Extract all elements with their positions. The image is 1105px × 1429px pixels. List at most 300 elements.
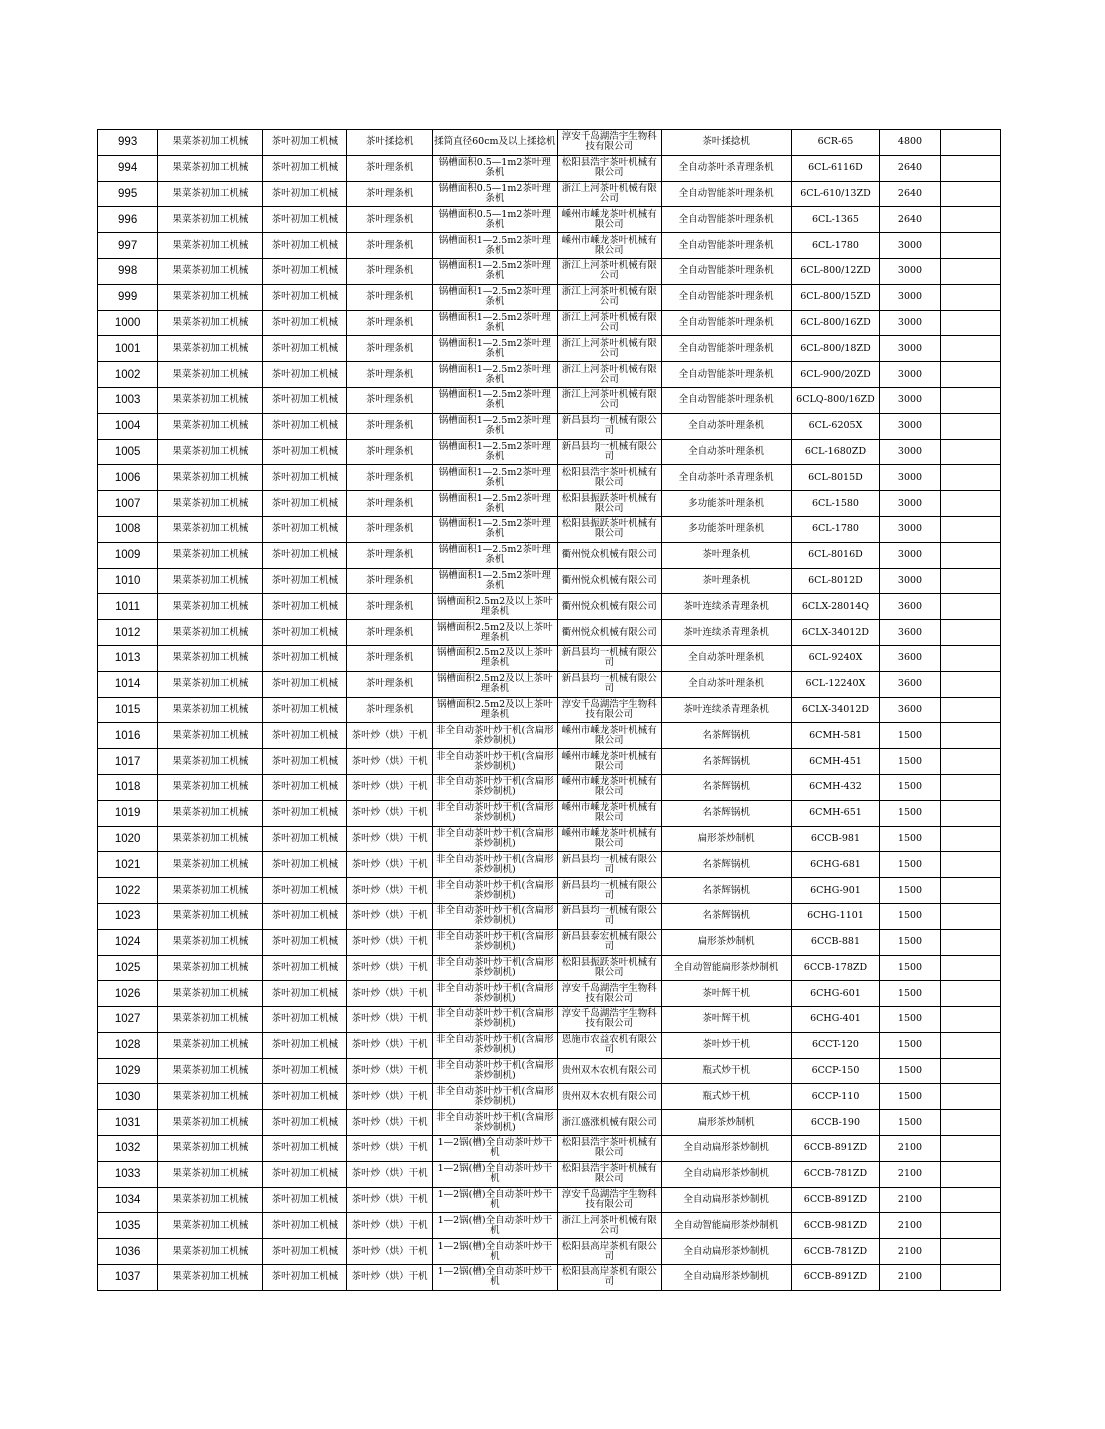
table-row — [98, 1213, 1001, 1239]
table-row — [98, 155, 1001, 181]
item-cell: 茶叶炒（烘）干机 — [347, 903, 433, 929]
remark-cell — [940, 1239, 1000, 1265]
table-row — [98, 852, 1001, 878]
table-row — [98, 800, 1001, 826]
table-row — [98, 981, 1001, 1007]
manufacturer-cell: 衢州悦众机械有限公司 — [557, 568, 661, 594]
item-cell: 茶叶理条机 — [347, 233, 433, 259]
model-cell: 6CL-6116D — [791, 155, 880, 181]
remark-cell — [940, 1161, 1000, 1187]
product-name-cell: 全自动智能茶叶理条机 — [661, 387, 791, 413]
model-cell: 6CHG-1101 — [791, 903, 880, 929]
row-number-cell: 1036 — [98, 1239, 158, 1265]
table-row — [98, 620, 1001, 646]
category-cell: 果菜茶初加工机械 — [158, 1187, 263, 1213]
manufacturer-cell: 浙江上河茶叶机械有限公司 — [557, 181, 661, 207]
category-cell: 果菜茶初加工机械 — [158, 1136, 263, 1162]
grade-cell: 非全自动茶叶炒干机(含扁形茶炒制机) — [433, 800, 558, 826]
manufacturer-cell: 淳安千岛湖浩宇生物科技有限公司 — [557, 130, 661, 156]
subcategory-cell: 茶叶初加工机械 — [263, 955, 347, 981]
subsidy-amount-cell: 3000 — [880, 310, 940, 336]
item-cell: 茶叶炒（烘）干机 — [347, 826, 433, 852]
model-cell: 6CHG-601 — [791, 981, 880, 1007]
table-row — [98, 1007, 1001, 1033]
remark-cell — [940, 336, 1000, 362]
subsidy-amount-cell: 4800 — [880, 130, 940, 156]
subsidy-amount-cell: 2640 — [880, 155, 940, 181]
subcategory-cell: 茶叶初加工机械 — [263, 671, 347, 697]
grade-cell: 锅槽面积1—2.5m2茶叶理条机 — [433, 310, 558, 336]
model-cell: 6CL-6205X — [791, 413, 880, 439]
subsidy-amount-cell: 1500 — [880, 1007, 940, 1033]
remark-cell — [940, 1007, 1000, 1033]
item-cell: 茶叶理条机 — [347, 594, 433, 620]
subsidy-amount-cell: 3600 — [880, 620, 940, 646]
grade-cell: 锅槽面积1—2.5m2茶叶理条机 — [433, 542, 558, 568]
category-cell: 果菜茶初加工机械 — [158, 465, 263, 491]
category-cell: 果菜茶初加工机械 — [158, 362, 263, 388]
category-cell: 果菜茶初加工机械 — [158, 155, 263, 181]
model-cell: 6CCB-178ZD — [791, 955, 880, 981]
grade-cell: 非全自动茶叶炒干机(含扁形茶炒制机) — [433, 723, 558, 749]
category-cell: 果菜茶初加工机械 — [158, 413, 263, 439]
manufacturer-cell: 浙江上河茶叶机械有限公司 — [557, 362, 661, 388]
remark-cell — [940, 1213, 1000, 1239]
row-number-cell: 1027 — [98, 1007, 158, 1033]
grade-cell: 锅槽面积0.5—1m2茶叶理条机 — [433, 181, 558, 207]
grade-cell: 非全自动茶叶炒干机(含扁形茶炒制机) — [433, 1058, 558, 1084]
table-row — [98, 542, 1001, 568]
item-cell: 茶叶炒（烘）干机 — [347, 1136, 433, 1162]
subsidy-amount-cell: 1500 — [880, 929, 940, 955]
grade-cell: 非全自动茶叶炒干机(含扁形茶炒制机) — [433, 1007, 558, 1033]
item-cell: 茶叶炒（烘）干机 — [347, 852, 433, 878]
row-number-cell: 1009 — [98, 542, 158, 568]
subcategory-cell: 茶叶初加工机械 — [263, 1058, 347, 1084]
subsidy-amount-cell: 3000 — [880, 491, 940, 517]
product-name-cell: 茶叶理条机 — [661, 542, 791, 568]
grade-cell: 锅槽面积2.5m2及以上茶叶理条机 — [433, 697, 558, 723]
row-number-cell: 1035 — [98, 1213, 158, 1239]
remark-cell — [940, 1136, 1000, 1162]
model-cell: 6CL-9240X — [791, 645, 880, 671]
category-cell: 果菜茶初加工机械 — [158, 903, 263, 929]
category-cell: 果菜茶初加工机械 — [158, 233, 263, 259]
category-cell: 果菜茶初加工机械 — [158, 284, 263, 310]
product-name-cell: 茶叶揉捻机 — [661, 130, 791, 156]
grade-cell: 锅槽面积1—2.5m2茶叶理条机 — [433, 258, 558, 284]
manufacturer-cell: 恩施市农益农机有限公司 — [557, 1032, 661, 1058]
product-name-cell: 全自动扁形茶炒制机 — [661, 1265, 791, 1291]
row-number-cell: 1016 — [98, 723, 158, 749]
subsidy-amount-cell: 1500 — [880, 826, 940, 852]
manufacturer-cell: 松阳县高岸茶机有限公司 — [557, 1239, 661, 1265]
subsidy-amount-cell: 3000 — [880, 362, 940, 388]
item-cell: 茶叶炒（烘）干机 — [347, 1265, 433, 1291]
product-name-cell: 全自动茶叶理条机 — [661, 413, 791, 439]
manufacturer-cell: 新昌县均一机械有限公司 — [557, 852, 661, 878]
subsidy-amount-cell: 1500 — [880, 774, 940, 800]
product-name-cell: 多功能茶叶理条机 — [661, 491, 791, 517]
subsidy-amount-cell: 3600 — [880, 594, 940, 620]
grade-cell: 非全自动茶叶炒干机(含扁形茶炒制机) — [433, 1084, 558, 1110]
remark-cell — [940, 903, 1000, 929]
grade-cell: 非全自动茶叶炒干机(含扁形茶炒制机) — [433, 903, 558, 929]
row-number-cell: 1031 — [98, 1110, 158, 1136]
grade-cell: 揉筒直径60cm及以上揉捻机 — [433, 130, 558, 156]
product-name-cell: 全自动智能茶叶理条机 — [661, 362, 791, 388]
item-cell: 茶叶炒（烘）干机 — [347, 1239, 433, 1265]
table-row — [98, 1239, 1001, 1265]
table-row — [98, 1265, 1001, 1291]
product-name-cell: 全自动智能茶叶理条机 — [661, 258, 791, 284]
row-number-cell: 1015 — [98, 697, 158, 723]
product-name-cell: 茶叶辉干机 — [661, 981, 791, 1007]
grade-cell: 锅槽面积2.5m2及以上茶叶理条机 — [433, 671, 558, 697]
model-cell: 6CMH-432 — [791, 774, 880, 800]
item-cell: 茶叶理条机 — [347, 542, 433, 568]
subsidy-amount-cell: 1500 — [880, 1058, 940, 1084]
table-row — [98, 362, 1001, 388]
table-row — [98, 878, 1001, 904]
row-number-cell: 1011 — [98, 594, 158, 620]
remark-cell — [940, 697, 1000, 723]
subcategory-cell: 茶叶初加工机械 — [263, 929, 347, 955]
subsidy-amount-cell: 3000 — [880, 258, 940, 284]
model-cell: 6CCB-981 — [791, 826, 880, 852]
grade-cell: 非全自动茶叶炒干机(含扁形茶炒制机) — [433, 955, 558, 981]
table-row — [98, 207, 1001, 233]
remark-cell — [940, 594, 1000, 620]
row-number-cell: 1024 — [98, 929, 158, 955]
row-number-cell: 1026 — [98, 981, 158, 1007]
category-cell: 果菜茶初加工机械 — [158, 594, 263, 620]
remark-cell — [940, 723, 1000, 749]
table-row — [98, 697, 1001, 723]
manufacturer-cell: 浙江上河茶叶机械有限公司 — [557, 258, 661, 284]
subcategory-cell: 茶叶初加工机械 — [263, 542, 347, 568]
product-name-cell: 茶叶理条机 — [661, 568, 791, 594]
model-cell: 6CL-8012D — [791, 568, 880, 594]
remark-cell — [940, 491, 1000, 517]
remark-cell — [940, 1058, 1000, 1084]
subcategory-cell: 茶叶初加工机械 — [263, 1110, 347, 1136]
grade-cell: 锅槽面积1—2.5m2茶叶理条机 — [433, 233, 558, 259]
grade-cell: 非全自动茶叶炒干机(含扁形茶炒制机) — [433, 878, 558, 904]
subcategory-cell: 茶叶初加工机械 — [263, 1239, 347, 1265]
category-cell: 果菜茶初加工机械 — [158, 310, 263, 336]
item-cell: 茶叶理条机 — [347, 181, 433, 207]
manufacturer-cell: 淳安千岛湖浩宇生物科技有限公司 — [557, 1007, 661, 1033]
item-cell: 茶叶理条机 — [347, 516, 433, 542]
model-cell: 6CHG-401 — [791, 1007, 880, 1033]
remark-cell — [940, 542, 1000, 568]
manufacturer-cell: 松阳县振跃茶叶机械有限公司 — [557, 516, 661, 542]
subsidy-amount-cell: 1500 — [880, 981, 940, 1007]
manufacturer-cell: 松阳县浩宇茶叶机械有限公司 — [557, 465, 661, 491]
model-cell: 6CLX-34012D — [791, 620, 880, 646]
item-cell: 茶叶理条机 — [347, 465, 433, 491]
subcategory-cell: 茶叶初加工机械 — [263, 981, 347, 1007]
manufacturer-cell: 衢州悦众机械有限公司 — [557, 620, 661, 646]
table-row — [98, 130, 1001, 156]
manufacturer-cell: 淳安千岛湖浩宇生物科技有限公司 — [557, 1187, 661, 1213]
subcategory-cell: 茶叶初加工机械 — [263, 387, 347, 413]
row-number-cell: 1008 — [98, 516, 158, 542]
subcategory-cell: 茶叶初加工机械 — [263, 1187, 347, 1213]
row-number-cell: 1014 — [98, 671, 158, 697]
subsidy-amount-cell: 1500 — [880, 749, 940, 775]
product-name-cell: 全自动智能茶叶理条机 — [661, 233, 791, 259]
subcategory-cell: 茶叶初加工机械 — [263, 1007, 347, 1033]
model-cell: 6CL-1780 — [791, 516, 880, 542]
subcategory-cell: 茶叶初加工机械 — [263, 258, 347, 284]
grade-cell: 1—2锅(槽)全自动茶叶炒干机 — [433, 1187, 558, 1213]
row-number-cell: 1028 — [98, 1032, 158, 1058]
row-number-cell: 997 — [98, 233, 158, 259]
item-cell: 茶叶理条机 — [347, 155, 433, 181]
table-row — [98, 1187, 1001, 1213]
item-cell: 茶叶炒（烘）干机 — [347, 1161, 433, 1187]
subcategory-cell: 茶叶初加工机械 — [263, 413, 347, 439]
row-number-cell: 1019 — [98, 800, 158, 826]
manufacturer-cell: 松阳县浩宇茶叶机械有限公司 — [557, 1161, 661, 1187]
grade-cell: 1—2锅(槽)全自动茶叶炒干机 — [433, 1136, 558, 1162]
subsidy-amount-cell: 1500 — [880, 878, 940, 904]
remark-cell — [940, 439, 1000, 465]
row-number-cell: 1033 — [98, 1161, 158, 1187]
item-cell: 茶叶炒（烘）干机 — [347, 1213, 433, 1239]
product-name-cell: 名茶辉锅机 — [661, 723, 791, 749]
subsidy-amount-cell: 1500 — [880, 1084, 940, 1110]
manufacturer-cell: 浙江盛涨机械有限公司 — [557, 1110, 661, 1136]
grade-cell: 锅槽面积1—2.5m2茶叶理条机 — [433, 284, 558, 310]
table-row — [98, 491, 1001, 517]
grade-cell: 非全自动茶叶炒干机(含扁形茶炒制机) — [433, 749, 558, 775]
item-cell: 茶叶炒（烘）干机 — [347, 723, 433, 749]
item-cell: 茶叶揉捻机 — [347, 130, 433, 156]
remark-cell — [940, 1265, 1000, 1291]
product-name-cell: 全自动扁形茶炒制机 — [661, 1161, 791, 1187]
category-cell: 果菜茶初加工机械 — [158, 774, 263, 800]
category-cell: 果菜茶初加工机械 — [158, 130, 263, 156]
manufacturer-cell: 浙江上河茶叶机械有限公司 — [557, 310, 661, 336]
item-cell: 茶叶理条机 — [347, 413, 433, 439]
subsidy-amount-cell: 1500 — [880, 1032, 940, 1058]
item-cell: 茶叶理条机 — [347, 207, 433, 233]
remark-cell — [940, 852, 1000, 878]
product-name-cell: 全自动智能茶叶理条机 — [661, 207, 791, 233]
category-cell: 果菜茶初加工机械 — [158, 1032, 263, 1058]
remark-cell — [940, 207, 1000, 233]
model-cell: 6CLX-28014Q — [791, 594, 880, 620]
row-number-cell: 1025 — [98, 955, 158, 981]
item-cell: 茶叶理条机 — [347, 387, 433, 413]
category-cell: 果菜茶初加工机械 — [158, 1058, 263, 1084]
product-name-cell: 茶叶辉干机 — [661, 1007, 791, 1033]
subcategory-cell: 茶叶初加工机械 — [263, 1136, 347, 1162]
manufacturer-cell: 嵊州市嵊龙茶叶机械有限公司 — [557, 207, 661, 233]
grade-cell: 非全自动茶叶炒干机(含扁形茶炒制机) — [433, 1110, 558, 1136]
row-number-cell: 1006 — [98, 465, 158, 491]
manufacturer-cell: 浙江上河茶叶机械有限公司 — [557, 284, 661, 310]
item-cell: 茶叶炒（烘）干机 — [347, 878, 433, 904]
model-cell: 6CLQ-800/16ZD — [791, 387, 880, 413]
subcategory-cell: 茶叶初加工机械 — [263, 1265, 347, 1291]
remark-cell — [940, 387, 1000, 413]
subsidy-amount-cell: 1500 — [880, 903, 940, 929]
grade-cell: 锅槽面积1—2.5m2茶叶理条机 — [433, 516, 558, 542]
category-cell: 果菜茶初加工机械 — [158, 749, 263, 775]
category-cell: 果菜茶初加工机械 — [158, 542, 263, 568]
subsidy-amount-cell: 3000 — [880, 233, 940, 259]
remark-cell — [940, 929, 1000, 955]
product-name-cell: 全自动智能茶叶理条机 — [661, 181, 791, 207]
subcategory-cell: 茶叶初加工机械 — [263, 723, 347, 749]
grade-cell: 非全自动茶叶炒干机(含扁形茶炒制机) — [433, 929, 558, 955]
manufacturer-cell: 新昌县均一机械有限公司 — [557, 671, 661, 697]
model-cell: 6CL-8016D — [791, 542, 880, 568]
grade-cell: 锅槽面积2.5m2及以上茶叶理条机 — [433, 594, 558, 620]
subsidy-amount-cell: 2100 — [880, 1161, 940, 1187]
table-row — [98, 645, 1001, 671]
product-name-cell: 全自动茶叶理条机 — [661, 671, 791, 697]
manufacturer-cell: 新昌县均一机械有限公司 — [557, 413, 661, 439]
grade-cell: 1—2锅(槽)全自动茶叶炒干机 — [433, 1239, 558, 1265]
product-name-cell: 全自动智能扁形茶炒制机 — [661, 1213, 791, 1239]
subsidy-amount-cell: 3000 — [880, 465, 940, 491]
product-name-cell: 全自动茶叶杀青理条机 — [661, 465, 791, 491]
remark-cell — [940, 1032, 1000, 1058]
model-cell: 6CMH-651 — [791, 800, 880, 826]
product-name-cell: 全自动智能茶叶理条机 — [661, 336, 791, 362]
remark-cell — [940, 233, 1000, 259]
manufacturer-cell: 浙江上河茶叶机械有限公司 — [557, 1213, 661, 1239]
manufacturer-cell: 嵊州市嵊龙茶叶机械有限公司 — [557, 774, 661, 800]
category-cell: 果菜茶初加工机械 — [158, 1084, 263, 1110]
table-row — [98, 284, 1001, 310]
table-row — [98, 439, 1001, 465]
subcategory-cell: 茶叶初加工机械 — [263, 774, 347, 800]
table-row — [98, 1084, 1001, 1110]
product-name-cell: 名茶辉锅机 — [661, 878, 791, 904]
item-cell: 茶叶炒（烘）干机 — [347, 981, 433, 1007]
table-row — [98, 310, 1001, 336]
model-cell: 6CL-800/12ZD — [791, 258, 880, 284]
product-name-cell: 名茶辉锅机 — [661, 903, 791, 929]
product-name-cell: 瓶式炒干机 — [661, 1084, 791, 1110]
item-cell: 茶叶炒（烘）干机 — [347, 1187, 433, 1213]
table-row — [98, 955, 1001, 981]
grade-cell: 非全自动茶叶炒干机(含扁形茶炒制机) — [433, 774, 558, 800]
manufacturer-cell: 嵊州市嵊龙茶叶机械有限公司 — [557, 800, 661, 826]
subsidy-amount-cell: 1500 — [880, 800, 940, 826]
item-cell: 茶叶理条机 — [347, 671, 433, 697]
model-cell: 6CL-1780 — [791, 233, 880, 259]
item-cell: 茶叶理条机 — [347, 284, 433, 310]
manufacturer-cell: 贵州双木农机有限公司 — [557, 1084, 661, 1110]
remark-cell — [940, 413, 1000, 439]
item-cell: 茶叶炒（烘）干机 — [347, 929, 433, 955]
table-row — [98, 1058, 1001, 1084]
product-name-cell: 茶叶连续杀青理条机 — [661, 594, 791, 620]
subcategory-cell: 茶叶初加工机械 — [263, 130, 347, 156]
subcategory-cell: 茶叶初加工机械 — [263, 491, 347, 517]
remark-cell — [940, 878, 1000, 904]
product-name-cell: 扁形茶炒制机 — [661, 929, 791, 955]
category-cell: 果菜茶初加工机械 — [158, 181, 263, 207]
subcategory-cell: 茶叶初加工机械 — [263, 233, 347, 259]
manufacturer-cell: 嵊州市嵊龙茶叶机械有限公司 — [557, 723, 661, 749]
remark-cell — [940, 671, 1000, 697]
table-row — [98, 1110, 1001, 1136]
row-number-cell: 1010 — [98, 568, 158, 594]
model-cell: 6CHG-681 — [791, 852, 880, 878]
product-name-cell: 扁形茶炒制机 — [661, 826, 791, 852]
subsidy-amount-cell: 2640 — [880, 207, 940, 233]
subcategory-cell: 茶叶初加工机械 — [263, 903, 347, 929]
model-cell: 6CCP-110 — [791, 1084, 880, 1110]
subcategory-cell: 茶叶初加工机械 — [263, 181, 347, 207]
row-number-cell: 998 — [98, 258, 158, 284]
subcategory-cell: 茶叶初加工机械 — [263, 207, 347, 233]
row-number-cell: 1037 — [98, 1265, 158, 1291]
subcategory-cell: 茶叶初加工机械 — [263, 1161, 347, 1187]
subsidy-amount-cell: 3000 — [880, 439, 940, 465]
subcategory-cell: 茶叶初加工机械 — [263, 697, 347, 723]
model-cell: 6CHG-901 — [791, 878, 880, 904]
model-cell: 6CCB-891ZD — [791, 1187, 880, 1213]
category-cell: 果菜茶初加工机械 — [158, 723, 263, 749]
table-row — [98, 258, 1001, 284]
product-name-cell: 多功能茶叶理条机 — [661, 516, 791, 542]
product-name-cell: 全自动茶叶理条机 — [661, 439, 791, 465]
manufacturer-cell: 嵊州市嵊龙茶叶机械有限公司 — [557, 233, 661, 259]
item-cell: 茶叶理条机 — [347, 491, 433, 517]
row-number-cell: 1012 — [98, 620, 158, 646]
category-cell: 果菜茶初加工机械 — [158, 981, 263, 1007]
subcategory-cell: 茶叶初加工机械 — [263, 1032, 347, 1058]
subcategory-cell: 茶叶初加工机械 — [263, 310, 347, 336]
table-row — [98, 749, 1001, 775]
table-row — [98, 929, 1001, 955]
item-cell: 茶叶炒（烘）干机 — [347, 1007, 433, 1033]
subsidy-amount-cell: 2100 — [880, 1187, 940, 1213]
subcategory-cell: 茶叶初加工机械 — [263, 465, 347, 491]
category-cell: 果菜茶初加工机械 — [158, 645, 263, 671]
subsidy-catalog-table — [97, 129, 1001, 1291]
subcategory-cell: 茶叶初加工机械 — [263, 1213, 347, 1239]
row-number-cell: 1005 — [98, 439, 158, 465]
remark-cell — [940, 800, 1000, 826]
item-cell: 茶叶理条机 — [347, 310, 433, 336]
subsidy-amount-cell: 1500 — [880, 955, 940, 981]
category-cell: 果菜茶初加工机械 — [158, 1239, 263, 1265]
grade-cell: 锅槽面积1—2.5m2茶叶理条机 — [433, 491, 558, 517]
product-name-cell: 名茶辉锅机 — [661, 852, 791, 878]
row-number-cell: 1007 — [98, 491, 158, 517]
item-cell: 茶叶理条机 — [347, 645, 433, 671]
subsidy-amount-cell: 1500 — [880, 1110, 940, 1136]
manufacturer-cell: 松阳县浩宇茶叶机械有限公司 — [557, 1136, 661, 1162]
category-cell: 果菜茶初加工机械 — [158, 207, 263, 233]
remark-cell — [940, 155, 1000, 181]
grade-cell: 锅槽面积1—2.5m2茶叶理条机 — [433, 387, 558, 413]
item-cell: 茶叶炒（烘）干机 — [347, 1058, 433, 1084]
product-name-cell: 全自动茶叶理条机 — [661, 645, 791, 671]
product-name-cell: 扁形茶炒制机 — [661, 1110, 791, 1136]
item-cell: 茶叶理条机 — [347, 697, 433, 723]
